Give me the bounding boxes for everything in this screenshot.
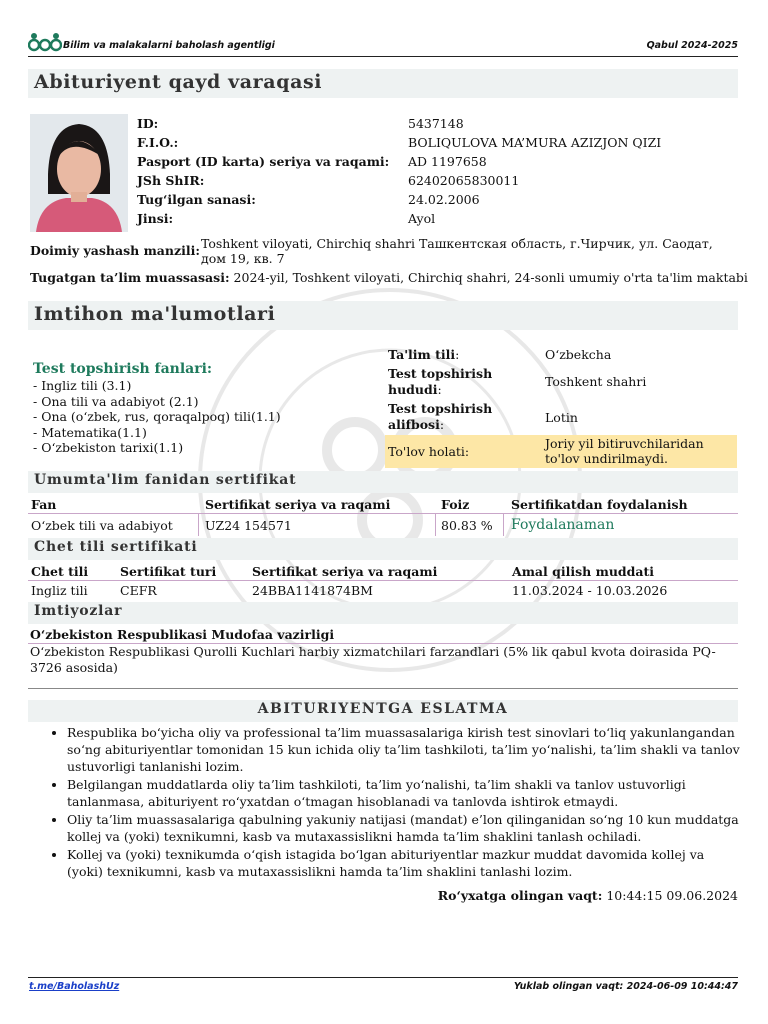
cert-usage-value: Foydalanaman [511, 517, 615, 533]
agency-logo-icon [28, 32, 62, 52]
privileges-org: O‘zbekiston Respublikasi Mudofaa vazirligi [30, 627, 335, 642]
jshshir-value: 62402065830011 [408, 173, 520, 188]
table-cell: 80.83 % [441, 518, 493, 533]
birth-label: Tug‘ilgan sanasi: [137, 192, 256, 207]
registration-label: Ro‘yxatga olingan vaqt: [437, 888, 603, 903]
table-header: Foiz [441, 497, 470, 512]
divider [503, 514, 504, 536]
table-cell: UZ24 154571 [205, 518, 292, 533]
list-item: - Ona tili va adabiyot (2.1) [33, 393, 199, 409]
registration-time [438, 888, 738, 903]
payment-value: Joriy yil bitiruvchilaridan to'lov undirilmaydi. [545, 436, 704, 466]
general-cert-title: Umumta'lim fanidan sertifikat [28, 471, 738, 493]
passport-label: Pasport (ID karta) seriya va raqami: [137, 154, 390, 169]
list-item: - O‘zbekiston tarixi(1.1) [33, 440, 184, 455]
lang-label: Ta'lim tili: [388, 347, 460, 362]
subjects-list [33, 378, 281, 456]
passport-value: AD 1197658 [408, 154, 487, 169]
page-title: Abituriyent qayd varaqasi [28, 69, 738, 98]
lang-value: O‘zbekcha [545, 347, 612, 362]
privileges-text: O‘zbekiston Respublikasi Qurolli Kuchlari harbiy xizmatchilari farzandlari (5% lik qabul kvota doirasida PQ-3726 asosida) [30, 644, 716, 675]
exam-section-title: Imtihon ma'lumotlari [28, 301, 738, 330]
school-label: Tugatgan ta’lim muassasasi: [30, 270, 230, 285]
school-value: 2024-yil, Toshkent viloyati, Chirchiq shahri, 24-sonli umumiy o'rta ta'lim maktabi [233, 270, 748, 285]
list-item: - Matematika(1.1) [33, 424, 147, 440]
agency-name: Bilim va malakalarni baholash agentligi [63, 40, 275, 51]
gender-value: Ayol [408, 211, 436, 226]
table-header: Sertifikat seriya va raqami [205, 497, 391, 512]
list-item: • Kollej va (yoki) texnikumda o‘qish istagida bo‘lgan abituriyentlar mazkur muddat davomida kollej va (yoki) texnikumni, kasb va mutaxassislikni hamda ta’lim shaklini tanlashi lozim. [67, 846, 740, 880]
privileges-title: Imtiyozlar [28, 602, 738, 624]
address-label: Doimiy yashash manzili: [30, 243, 200, 258]
download-time: Yuklab olingan vaqt: 2024-06-09 10:44:47 [513, 981, 738, 992]
region-value: Toshkent shahri [545, 374, 647, 389]
list-item: • Belgilangan muddatlarda oliy ta’lim tashkiloti, ta’lim yo‘nalishi, ta’lim shakli va tanlov ustuvorligi tanlanmasa, abituriyent ro‘yxatdan o‘tmagan hisoblanadi va tanlovda ishtirok etmaydi. [67, 776, 740, 810]
list-item: • Oliy ta’lim muassasalariga qabulning yakuniy natijasi (mandat) e’lon qilinganidan so‘ng 10 kun muddatga kollej va (yoki) texnikumni, kasb va mutaxassislikni hamda ta’lim shaklini tanlash ochiladi. [67, 811, 740, 845]
table-cell: 24BBA1141874BM [252, 583, 373, 598]
table-header: Amal qilish muddati [512, 564, 655, 579]
school-line [30, 270, 750, 285]
alphabet-value: Lotin [545, 410, 578, 425]
telegram-link[interactable]: t.me/BaholashUz [29, 981, 120, 992]
region-label: Test topshirish hududi: [388, 366, 493, 397]
fio-value: BOLIQULOVA MA’MURA AZIZJON QIZI [408, 135, 662, 150]
list-item: - Ingliz tili (3.1) [33, 378, 132, 393]
table-header: Fan [31, 497, 57, 512]
table-header: Sertifikatdan foydalanish [511, 497, 688, 512]
table-cell: O‘zbek tili va adabiyot [31, 518, 173, 533]
gender-label: Jinsi: [137, 211, 174, 226]
table-header: Chet tili [31, 564, 89, 579]
list-item: - Ona (o‘zbek, rus, qoraqalpoq) tili(1.1) [33, 409, 281, 424]
divider [198, 514, 199, 536]
address-value: Toshkent viloyati, Chirchiq shahri Ташкентская область, г.Чирчик, ул. Саодат, дом 19, кв. 7 [201, 236, 713, 266]
fio-label: F.I.O.: [137, 135, 179, 150]
divider [28, 513, 738, 514]
lang-cert-title: Chet tili sertifikati [28, 538, 738, 560]
id-value: 5437148 [408, 116, 464, 131]
payment-label: To'lov holati: [388, 444, 470, 459]
table-header: Sertifikat turi [120, 564, 217, 579]
id-label: ID: [137, 116, 159, 131]
notes-list [45, 724, 740, 881]
jshshir-label: JSh ShIR: [137, 173, 205, 188]
birth-value: 24.02.2006 [408, 192, 480, 207]
table-cell: Ingliz tili [31, 583, 88, 598]
subjects-title: Test topshirish fanlari: [33, 361, 213, 377]
list-item: • Respublika bo‘yicha oliy va professional ta’lim muassasalariga kirish test sinovlari to‘liq yakunlangandan so‘ng abituriyentlar tomonidan 15 kun ichida oliy ta’lim tashkiloti, ta’lim yo‘nalishi, ta’lim shakli va tanlov ustuvorligi tanlanishi lozim. [67, 724, 740, 775]
registration-value: 10:44:15 09.06.2024 [606, 888, 738, 903]
table-header: Sertifikat seriya va raqami [252, 564, 438, 579]
divider [28, 580, 738, 581]
alphabet-label: Test topshirish alifbosi: [388, 401, 493, 432]
table-cell: CEFR [120, 583, 157, 598]
applicant-photo [30, 114, 128, 232]
table-cell: 11.03.2024 - 10.03.2026 [512, 583, 668, 598]
divider [435, 514, 436, 536]
divider [28, 688, 738, 689]
footer-divider [28, 977, 738, 978]
notes-title: ABITURIYENTGA ESLATMA [28, 700, 738, 722]
admission-year: Qabul 2024-2025 [646, 40, 738, 51]
